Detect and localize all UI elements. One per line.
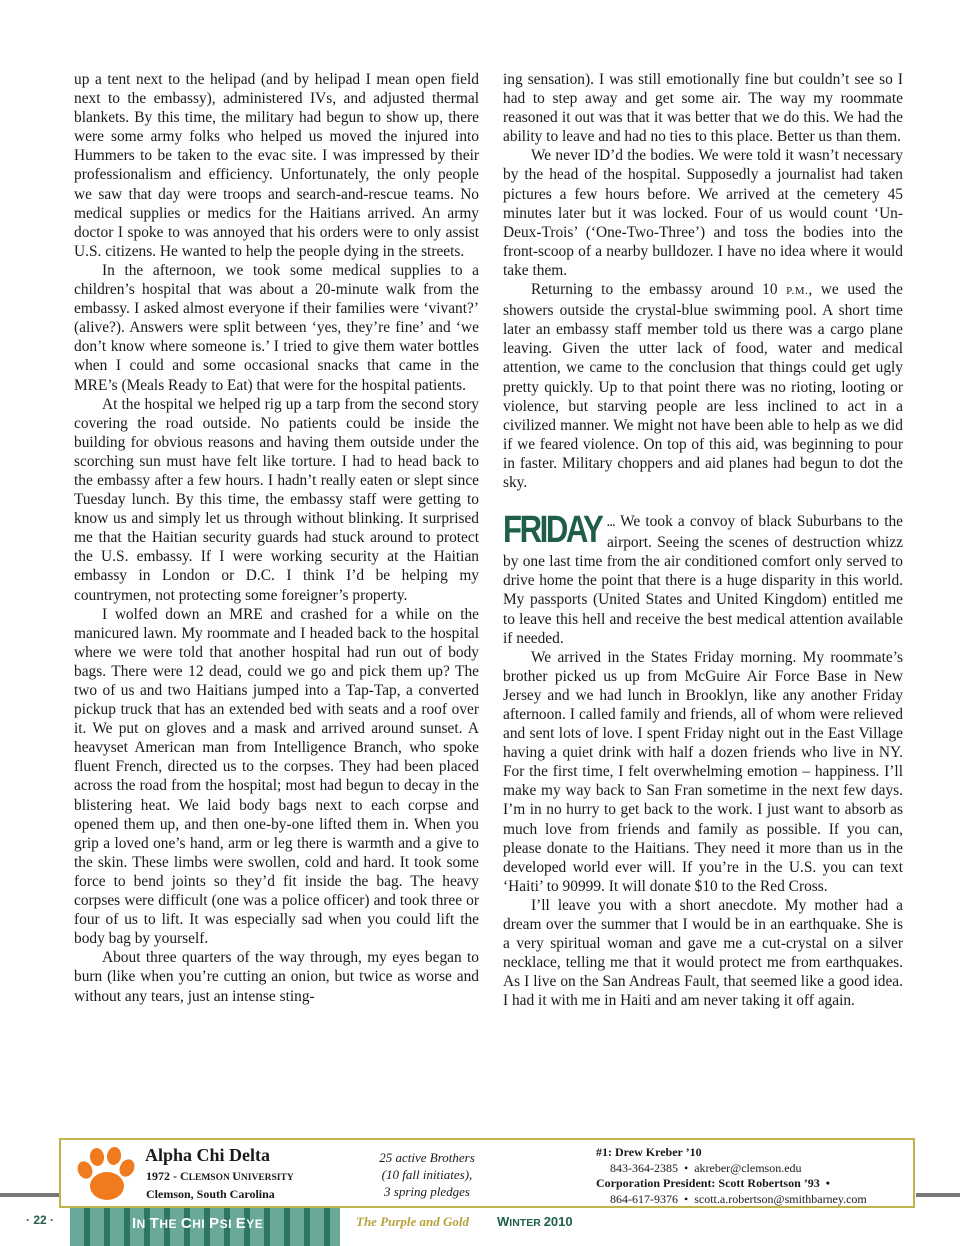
section-title-cap: I	[132, 1215, 137, 1232]
section-bar	[70, 1208, 340, 1246]
page-number: · 22 ·	[26, 1213, 55, 1227]
paragraph	[503, 280, 903, 492]
paragraph-text: Returning to the embassy around 10	[531, 281, 787, 299]
paragraph: I’ll leave you with a short anecdote. My mother had a dream over the summer that I would be in an earthquake. She is a very spiritual woman and gave me a cut-crystal on a silver necklace, telling me that it would protect me from earthquakes. As I live on the San Andreas Fault, that seemed like a good idea. I had it with me in Haiti and am never taking it off again.	[503, 896, 903, 1010]
contact-phone: 843-364-2385	[610, 1160, 678, 1175]
paragraph: In the afternoon, we took some medical supplies to a children’s hospital that was about a 20-minute walk from the embassy. I asked almost everyone if their families were ‘vivant?’ (alive?). Answers were split between ‘yes, they’re fine’ and ‘we don’t know where someone is.’ I tried to give them water bottles when I could and some occasional snacks that came in the MRE’s (Meals Ready to Eat) that were for the hospital patients.	[74, 261, 479, 394]
chapter-founding	[146, 1169, 294, 1184]
section-title-small: N	[136, 1217, 150, 1231]
section-title-cap: C	[180, 1215, 193, 1232]
stat-line: 25 active Brothers	[379, 1150, 475, 1165]
school-name: LEMSON	[188, 1173, 233, 1183]
contact-details	[596, 1192, 867, 1208]
school-name: NIVERSITY	[240, 1173, 294, 1183]
issue-year: 2010	[543, 1214, 573, 1229]
footer-rule-right	[916, 1193, 960, 1197]
section-title	[132, 1215, 263, 1232]
paragraph-text: , we used the showers outside the crystal-blue swimming pool. A short time later an embassy staff member told us there was a cargo plane leaving. Given the utter lack of food, water and medical attention, we came to the conclusion that things could get ugly pretty quickly. Up to that point there was no rioting, looting or violence, but starving people are less inclined to act in a civilized manner. We might not have been able to help as we did if we feared violence. On top of this aid, was beginning to pour in faster. Military choppers and aid planes had begun to dot the sky.	[503, 281, 903, 491]
footer-rule-left	[0, 1193, 60, 1197]
paragraph: At the hospital we helped rig up a tarp from the second story covering the road outside. No patients could be inside the building for obvious reasons and having them outside under the scorching sun must have felt like torture. I had to head back to the embassy after a few hours. I hadn’t really eaten or slept since Tuesday lunch. By this time, the embassy staff were getting to know us and simply let us through without blinking. It surprised me that the Haitian security guards had stuck around to protect the U.S. embassy. If I were working security at the Haitian embassy in London or D.C. I think I’d be helping my countrymen, not protecting some foreigner’s property.	[74, 395, 479, 604]
contact-phone: 864-617-9376	[610, 1191, 678, 1206]
chapter-name: Alpha Chi Delta	[145, 1145, 271, 1165]
contact-name: #1: Drew Kreber ’10	[596, 1145, 702, 1159]
article-column-right	[503, 70, 903, 1011]
paw-print-icon	[73, 1146, 137, 1204]
heading-ellipsis: ...	[606, 517, 616, 530]
paragraph-text: We took a convoy of black Suburbans to the airport. Seeing the scenes of destruction whizz by one last time from the air conditioned comfort only served to drive home the point that there is a huge disparity in this world. My passports (United States and United Kingdom) entitled me to leave this hell and receive the best medical attention available if needed.	[503, 513, 903, 647]
friday-heading: FRIDAY	[503, 509, 602, 552]
section-title-cap: T	[149, 1215, 160, 1232]
section-title-cap: E	[235, 1215, 247, 1232]
section-title-small: HI	[192, 1217, 210, 1231]
contact-name	[596, 1176, 867, 1192]
bullet: •	[684, 1160, 689, 1175]
friday-paragraph	[503, 509, 903, 648]
issue-season-small: INTER	[509, 1217, 544, 1229]
contact-email[interactable]: scott.a.robertson@smithbarney.com	[694, 1191, 867, 1206]
contact-email[interactable]: akreber@clemson.edu	[694, 1160, 802, 1175]
school-initial: C	[180, 1169, 189, 1183]
paragraph: ing sensation). I was still emotionally fine but couldn’t see so I had to step away and get some air. The way my roommate reasoned it out was that it was better that we do this. We had the ability to leave and had no ties to this place. Better us than them.	[503, 71, 903, 146]
contact-name-text: Corporation President: Scott Robertson ’93	[596, 1176, 820, 1190]
school-initial: U	[232, 1169, 241, 1183]
bullet: •	[684, 1191, 689, 1206]
chapter-info-box	[59, 1138, 915, 1208]
chapter-stats	[357, 1149, 497, 1200]
section-title-small: HE	[159, 1217, 181, 1231]
paragraph: We never ID’d the bodies. We were told it wasn’t necessary by the head of the hospital. Supposedly a journalist had taken pictures a few hours before. We arrived at the cemetery 45 minutes later but it was locked. Four of us would count ‘Un-Deux-Trois’ (‘One-Two-Three’) and toss the bodies into the front-scoop of a nearby bulldozer. I have no idea where it would take them.	[503, 147, 903, 279]
section-title-cap: P	[209, 1215, 220, 1232]
issue-label	[497, 1214, 573, 1229]
paragraph: up a tent next to the helipad (and by helipad I mean open field next to the embassy), administered IVs, and adjusted thermal blankets. By this time, the military had begun to show up, there were some army folks who helped us moved the injured into Hummers to be taken to the evac site. I was impressed by their professionalism and efficiency. Unfortunately, the only people we saw that day were troops and search-and-rescue teams. No medical supplies or medics for the Haitians arrived. An army doctor I spoke to was annoyed that his orders were to only assist U.S. citizens. He wanted to help the people dying in the streets.	[74, 71, 479, 260]
stat-line: (10 fall initiates),	[381, 1167, 473, 1182]
issue-season-cap: W	[497, 1214, 510, 1229]
chapter-year: 1972 -	[146, 1169, 180, 1183]
chapter-contacts	[596, 1145, 867, 1207]
paragraph: We arrived in the States Friday morning. My roommate’s brother picked us up from McGuire Air Force Base in New Jersey and we had lunch in Brooklyn, like any another Friday afternoon. I called family and friends, all of whom were relieved and sent lots of love. I spent Friday night out in the East Village having a quiet drink with half a dozen friends who live in NY. For the first time, I felt overwhelming emotion – happiness. I’ll make my way back to San Fran sometime in the next few days. I’m in no hurry to get back to the work. I just want to absorb as much love from friends and family as possible. If you can, please donate to the Haitians. They need it more than us in the developed world ever will. If you’re in the U.S. you can text ‘Haiti’ to 90999. It will donate $10 to the Red Cross.	[503, 648, 903, 895]
article-column-left	[74, 70, 479, 1006]
paragraph: I wolfed down an MRE and crashed for a while on the manicured lawn. My roommate and I headed back to the hospital where we were told that another hospital had run out of body bags. There were 12 dead, could we go and pick them up? The two of us and two Haitians jumped into a Tap-Tap, a converted pickup truck that has an extended bed with seats and a roof over it. We put on gloves and a mask and arrived around sunset. A heavyset American man from Intelligence Branch, who spoke fluent French, directed us to the corpses. They had been placed across the road from the hospital; most had begun to decay in the blistering heat. We laid body bags next to each corpse and opened them up, and then one-by-one lifted them in. When you grip a loved one’s hand, arm or leg there is warmth and a give to the skin. These limbs were swollen, cold and hard. It took some force to bend joints so they’d fit inside the bag. The heavy corpses were difficult (one was a police officer) and took three or four of us to lift. It was especially sad when you could lift the body bag by yourself.	[74, 605, 479, 948]
contact-details	[596, 1161, 867, 1177]
time-label: P.M.	[786, 285, 809, 298]
paragraph: About three quarters of the way through, my eyes began to burn (like when you’re cutting an onion, but twice as worse and without any tears, just an intense sting-	[74, 949, 479, 1005]
chapter-location: Clemson, South Carolina	[146, 1187, 275, 1201]
stat-line: 3 spring pledges	[384, 1184, 470, 1199]
publication-name: The Purple and Gold	[356, 1214, 470, 1229]
section-title-small: YE	[246, 1217, 264, 1231]
bullet: •	[825, 1176, 830, 1190]
section-title-small: SI	[219, 1217, 236, 1231]
